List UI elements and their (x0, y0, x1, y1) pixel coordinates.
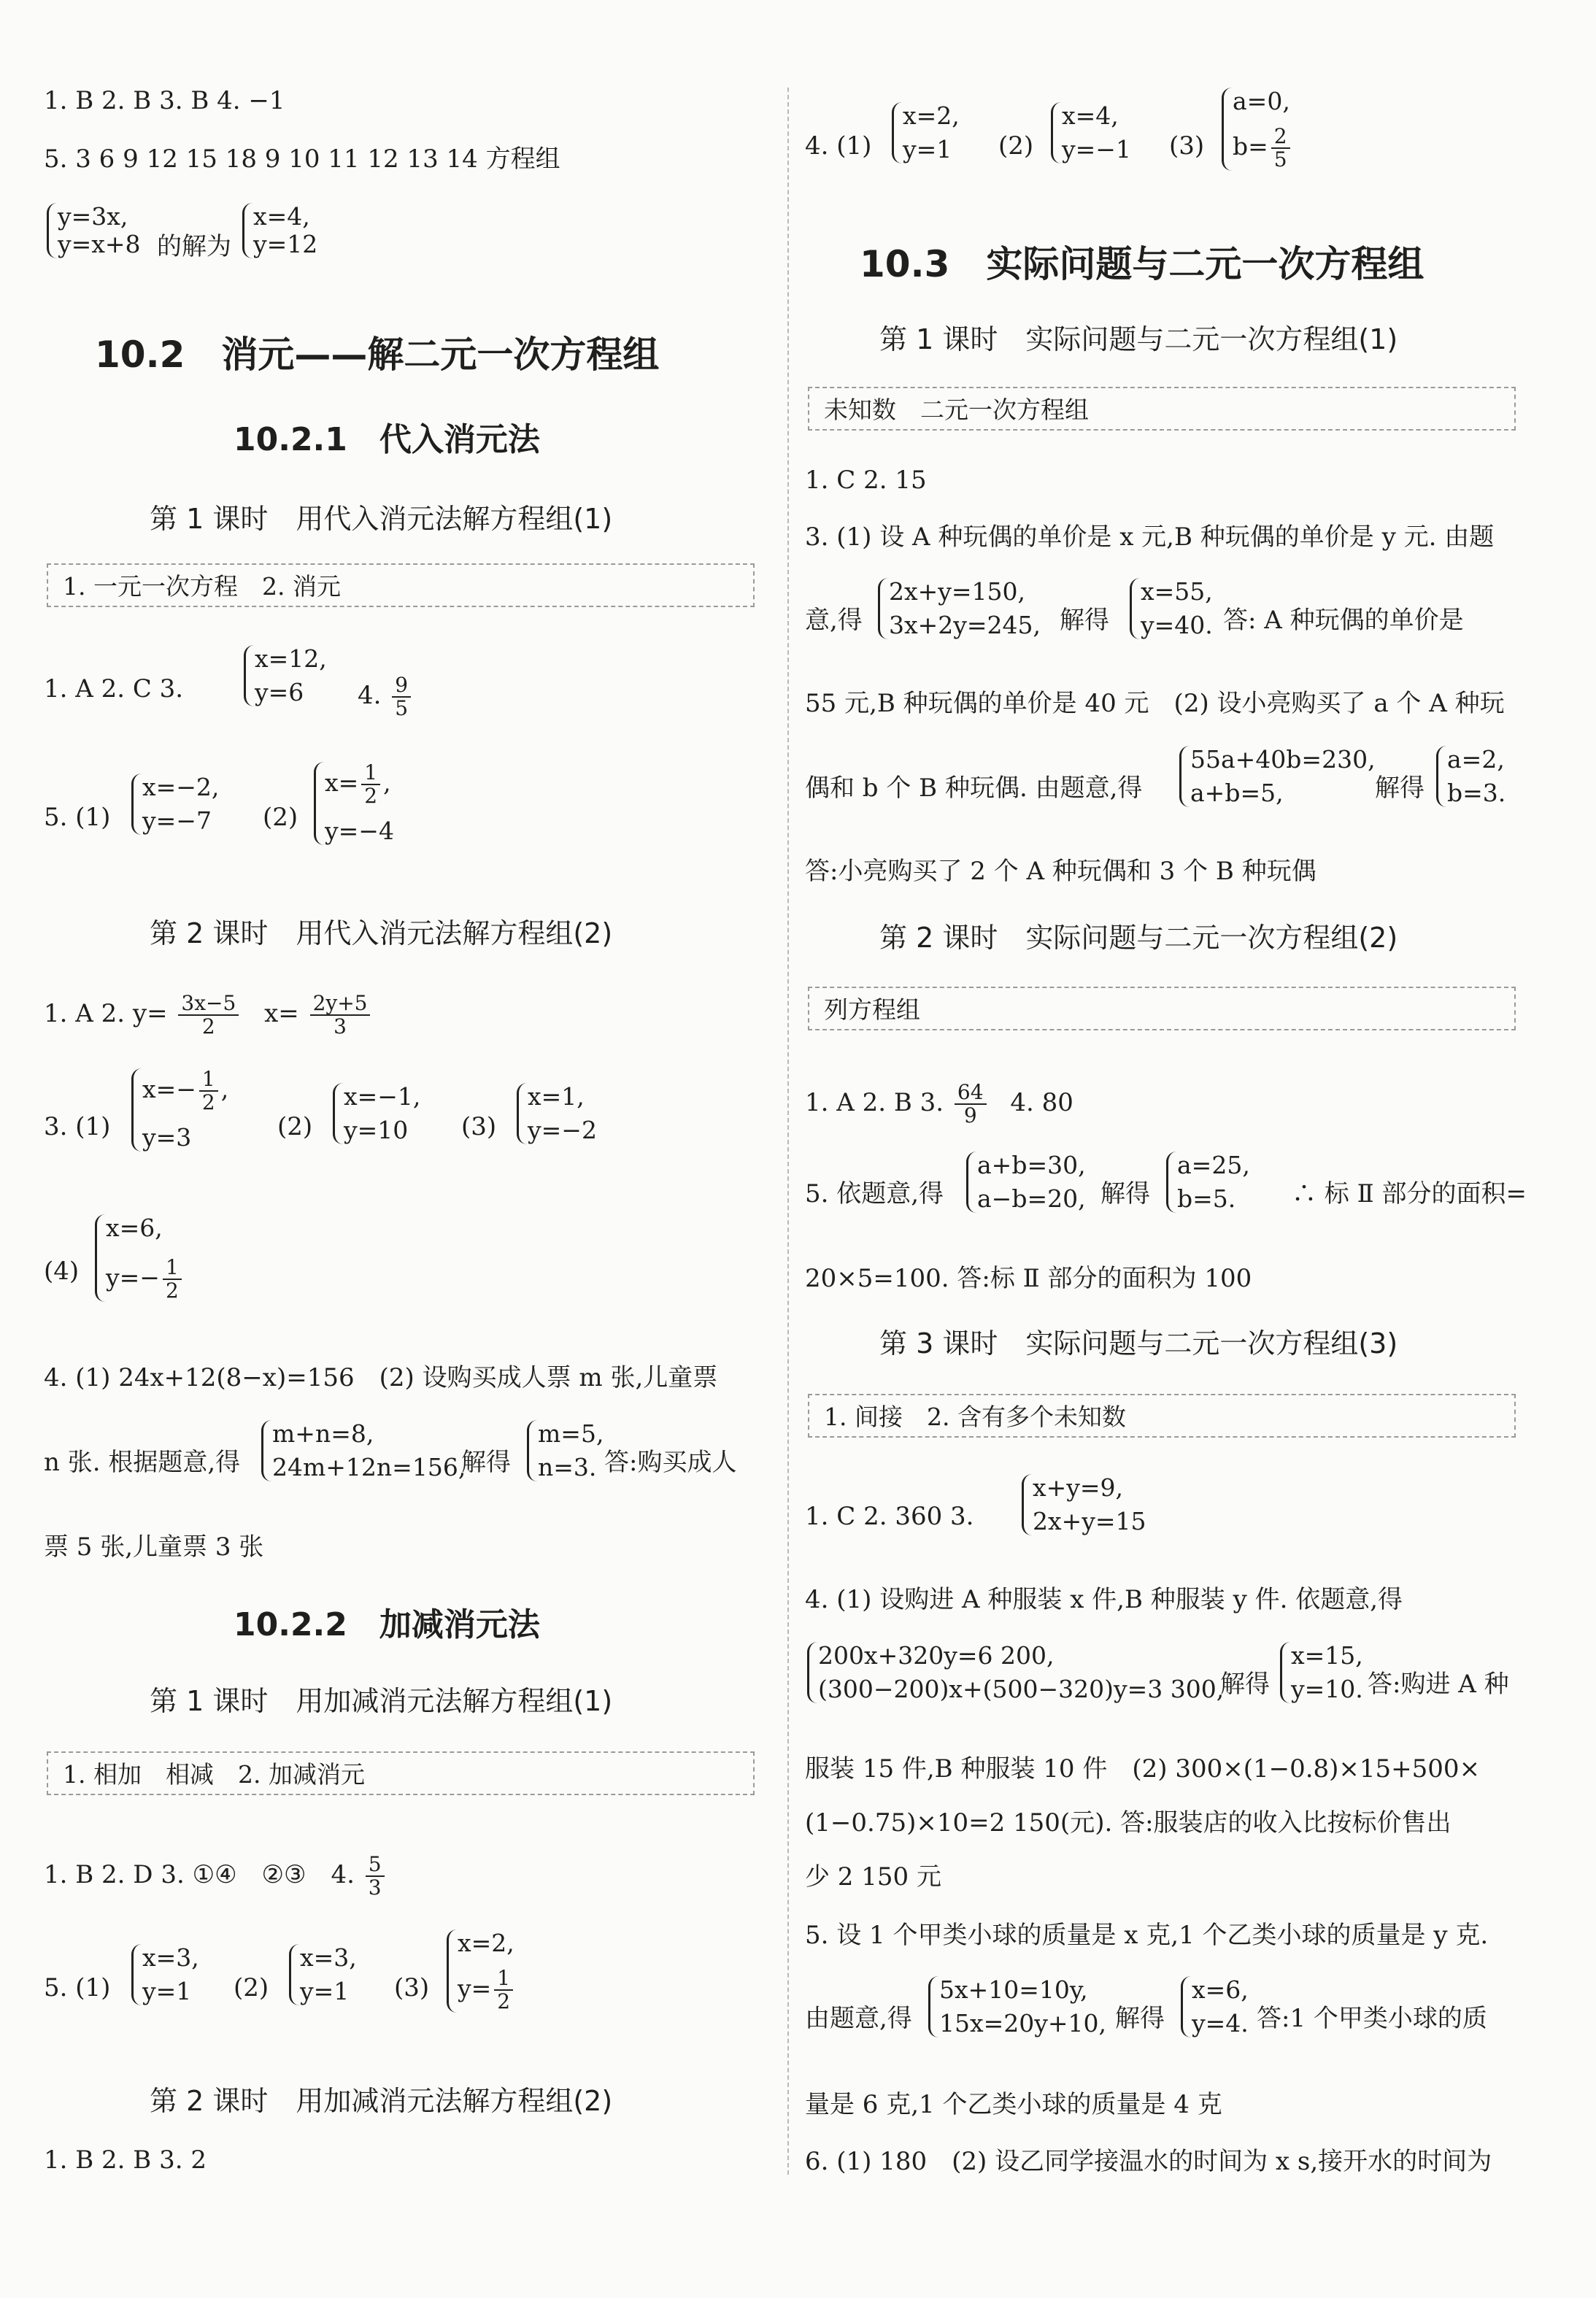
question-number: 4. (358, 681, 382, 710)
equation: 3x+2y=245, (889, 611, 1041, 639)
equation-system: x=6, y=− $\frac{1}{2}$ (95, 1214, 185, 1302)
lesson-heading: 第 2 课时 实际问题与二元一次方程组(2) (879, 922, 1398, 954)
equation: y=12 (253, 230, 318, 258)
lesson-heading: 第 2 课时 用代入消元法解方程组(2) (150, 917, 613, 949)
equation-system: a=0, b= $\frac{2}{5}$ (1222, 88, 1293, 171)
inline-text: 答:1 个甲类小球的质 (1257, 2004, 1487, 2033)
answer-line: (3) (461, 1112, 497, 1141)
answer-line: 1. B 2. B 3. 2 (44, 2145, 207, 2175)
answer-line: 票 5 张,儿童票 3 张 (44, 1532, 264, 1562)
concept-box: 1. 一元一次方程 2. 消元 (47, 563, 755, 607)
inline-text: 解得 (1375, 774, 1425, 803)
answer-line: 少 2 150 元 (805, 1862, 941, 1892)
inline-text: 解得 (461, 1448, 511, 1477)
equation-system: x= $\frac{1}{2}$ , y=−4 (314, 762, 394, 845)
answer-line: 答:小亮购买了 2 个 A 种玩偶和 3 个 B 种玩偶 (805, 857, 1316, 886)
equation-system (1179, 746, 1376, 807)
equation-system (517, 1083, 597, 1144)
fraction: $\frac{5}{3}$ (366, 1854, 385, 1899)
answer-line: 3. (1) (44, 1112, 111, 1141)
lesson-heading: 第 2 课时 用加减消元法解方程组(2) (150, 2085, 613, 2117)
equation-system (131, 774, 219, 835)
section-heading: 10.2 消元——解二元一次方程组 (95, 333, 660, 376)
equation: 2x+y=15 (1033, 1507, 1146, 1535)
answer-line: 服装 15 件,B 种服装 10 件 (2) 300×(1−0.8)×15+500× (805, 1754, 1481, 1784)
concept-box: 1. 相加 相减 2. 加减消元 (47, 1751, 755, 1795)
answer-line: 55 元,B 种玩偶的单价是 40 元 (2) 设小亮购买了 a 个 A 种玩 (805, 689, 1505, 718)
answer-line: 意,得 (805, 606, 863, 635)
equation: x=15, (1291, 1641, 1363, 1670)
answer-line: 5. (1) (44, 1973, 111, 2002)
equation: 15x=20y+10, (939, 2009, 1107, 2037)
inline-text: ∴ 标 Ⅱ 部分的面积= (1292, 1179, 1527, 1208)
equation: 200x+320y=6 200, (818, 1641, 1055, 1670)
equation: a−b=20, (977, 1184, 1086, 1213)
equation-system (47, 203, 141, 258)
inline-text: 解得 (1220, 1670, 1270, 1699)
equation-system (261, 1420, 466, 1481)
equation: y=1 (903, 135, 952, 163)
answer-line: 1. B 2. D 3. ①④ ②③ 4. $\frac{5}{3}$ (44, 1854, 388, 1899)
equation: a+b=30, (977, 1151, 1086, 1179)
equation: x=6, (106, 1214, 163, 1242)
equation-system (928, 1976, 1106, 2037)
fraction: $\frac{2}{5}$ (1271, 126, 1290, 171)
answer-line: 5. 3 6 9 12 15 18 9 10 11 12 13 14 方程组 (44, 144, 560, 174)
equation: x=2, (903, 101, 960, 130)
answer-line: 1. A 2. C 3. (44, 674, 184, 703)
equation: x=6, (1192, 1975, 1249, 2004)
column-divider (787, 88, 789, 2175)
answer-line: (2) (234, 1973, 269, 2002)
subsection-heading: 10.2.1 代入消元法 (234, 421, 540, 458)
equation: y=40. (1141, 611, 1213, 639)
answer-line: 4. (1) 24x+12(8−x)=156 (2) 设购买成人票 m 张,儿童票 (44, 1363, 718, 1392)
equation: x=2, (458, 1929, 514, 1957)
equation-system (1181, 1976, 1249, 2037)
section-heading: 10.3 实际问题与二元一次方程组 (860, 243, 1425, 285)
answer-line: 1. C 2. 15 (805, 466, 927, 495)
equation: x=3, (142, 1943, 199, 1972)
answer-line: 量是 6 克,1 个乙类小球的质量是 4 克 (805, 2090, 1222, 2119)
equation: y=10 (344, 1116, 409, 1144)
equation: y=3 (142, 1123, 192, 1152)
concept-box: 未知数 二元一次方程组 (808, 387, 1516, 431)
equation: a=2, (1447, 745, 1505, 774)
concept-box: 1. 间接 2. 含有多个未知数 (808, 1394, 1516, 1438)
lesson-heading: 第 1 课时 实际问题与二元一次方程组(1) (879, 323, 1398, 355)
equation: (300−200)x+(500−320)y=3 300, (818, 1675, 1225, 1703)
inline-text: 答:购进 A 种 (1368, 1670, 1509, 1699)
answer-line: 4. (1) (805, 131, 872, 161)
inline-text: 答:购买成人 (604, 1448, 737, 1477)
equation-system (1130, 578, 1213, 639)
equation-system (131, 1944, 199, 2005)
lesson-heading: 第 3 课时 实际问题与二元一次方程组(3) (879, 1327, 1398, 1360)
equation: y=−1 (1062, 135, 1131, 163)
answer-line: (4) (44, 1257, 80, 1286)
fraction: $\frac{64}{9}$ (955, 1081, 987, 1127)
equation: y=10. (1291, 1675, 1363, 1703)
equation: y=1 (300, 1977, 350, 2005)
answer-line: 3. (1) 设 A 种玩偶的单价是 x 元,B 种玩偶的单价是 y 元. 由题 (805, 523, 1495, 552)
equation: a+b=5, (1190, 779, 1284, 807)
equation-system (244, 645, 327, 706)
equation-system (1166, 1152, 1250, 1213)
equation: y=1 (142, 1977, 192, 2005)
fraction: $\frac{1}{2}$ (163, 1257, 182, 1302)
answer-line: 偶和 b 个 B 种玩偶. 由题意,得 (805, 774, 1143, 803)
answer-line: 5. (1) (44, 803, 111, 832)
answer-line: n 张. 根据题意,得 (44, 1448, 241, 1477)
equation: x+y=9, (1033, 1473, 1124, 1502)
equation: a=0, (1233, 87, 1290, 115)
equation: 55a+40b=230, (1190, 745, 1376, 774)
equation: x=12, (255, 644, 327, 673)
answer-line (358, 674, 414, 720)
equation: x=4, (253, 202, 310, 231)
equation: b=5. (1177, 1184, 1236, 1213)
equation-system: x=2, y= $\frac{1}{2}$ (447, 1929, 516, 2013)
equation-system (289, 1944, 357, 2005)
equation: y=x+8 (58, 230, 141, 258)
equation-system (892, 102, 960, 163)
equation: y=−4 (325, 817, 394, 845)
fraction: $\frac{9}{5}$ (392, 674, 411, 720)
equation: n=3. (538, 1453, 597, 1481)
subsection-heading: 10.2.2 加减消元法 (234, 1606, 540, 1643)
equation-system (1280, 1642, 1363, 1703)
equation: 24m+12n=156, (272, 1453, 466, 1481)
answer-line: 20×5=100. 答:标 Ⅱ 部分的面积为 100 (805, 1264, 1252, 1293)
fraction: $\frac{1}{2}$ (199, 1068, 218, 1114)
fraction: $\frac{1}{2}$ (361, 762, 380, 807)
equation-system (878, 578, 1041, 639)
equation: x=3, (300, 1943, 357, 1972)
equation-system (1436, 746, 1506, 807)
equation-system (807, 1642, 1224, 1703)
equation: x=1, (528, 1082, 585, 1111)
inline-text: 解得 (1115, 2004, 1165, 2033)
equation-system (966, 1152, 1086, 1213)
inline-text: 解得 (1100, 1179, 1150, 1208)
answer-line: 由题意,得 (805, 2004, 912, 2033)
answer-line: 5. 设 1 个甲类小球的质量是 x 克,1 个乙类小球的质量是 y 克. (805, 1921, 1489, 1950)
concept-box: 列方程组 (808, 987, 1516, 1030)
answer-line: (2) (263, 803, 298, 832)
equation: a=25, (1177, 1151, 1250, 1179)
equation: 2x+y=150, (889, 577, 1026, 606)
equation: x=−2, (142, 773, 220, 801)
equation: b=3. (1447, 779, 1506, 807)
answer-line: 1. A 2. B 3. $\frac{64}{9}$ 4. 80 (805, 1080, 1073, 1127)
equation-system: x=− $\frac{1}{2}$ , y=3 (131, 1068, 228, 1152)
equation: x=55, (1141, 577, 1213, 606)
answer-line: 1. A 2. y= $\frac{3x-5}{2}$ x= $\frac{2y+5}{3}$ (44, 992, 373, 1038)
lesson-heading: 第 1 课时 用加减消元法解方程组(1) (150, 1685, 613, 1717)
inline-text: 解得 (1060, 606, 1109, 635)
equation: x=4, (1062, 101, 1119, 130)
answer-line: 6. (1) 180 (2) 设乙同学接温水的时间为 x s,接开水的时间为 (805, 2147, 1492, 2176)
equation: y=6 (255, 678, 304, 706)
equation: x=−1, (344, 1082, 421, 1111)
equation: m=5, (538, 1419, 604, 1448)
inline-text: 的解为 (157, 232, 231, 261)
equation: y=−2 (528, 1116, 597, 1144)
equation: y=3x, (58, 202, 128, 231)
equation-system (333, 1083, 420, 1144)
fraction: $\frac{1}{2}$ (494, 1967, 513, 2013)
equation: 5x+10=10y, (939, 1975, 1088, 2004)
fraction: $\frac{3x-5}{2}$ (178, 992, 239, 1038)
inline-text: 答: A 种玩偶的单价是 (1223, 606, 1464, 635)
answer-line: (3) (1169, 131, 1205, 161)
lesson-heading: 第 1 课时 用代入消元法解方程组(1) (150, 503, 613, 535)
answer-line: (2) (998, 131, 1034, 161)
answer-line: (2) (277, 1112, 313, 1141)
equation-system (1022, 1474, 1146, 1535)
equation: m+n=8, (272, 1419, 374, 1448)
answer-line: (3) (394, 1973, 430, 2002)
answer-line: (1−0.75)×10=2 150(元). 答:服装店的收入比按标价售出 (805, 1808, 1452, 1838)
equation: y=−7 (142, 806, 212, 835)
equation-system (527, 1420, 604, 1481)
answer-line: 5. 依题意,得 (805, 1179, 944, 1208)
answer-line: 4. (1) 设购进 A 种服装 x 件,B 种服装 y 件. 依题意,得 (805, 1585, 1403, 1614)
fraction: $\frac{2y+5}{3}$ (310, 992, 371, 1038)
equation-system (1051, 102, 1131, 163)
equation-system (242, 203, 317, 258)
answer-line: 1. C 2. 360 3. (805, 1502, 974, 1531)
answer-line: 1. B 2. B 3. B 4. −1 (44, 86, 285, 115)
equation: y=4. (1192, 2009, 1249, 2037)
